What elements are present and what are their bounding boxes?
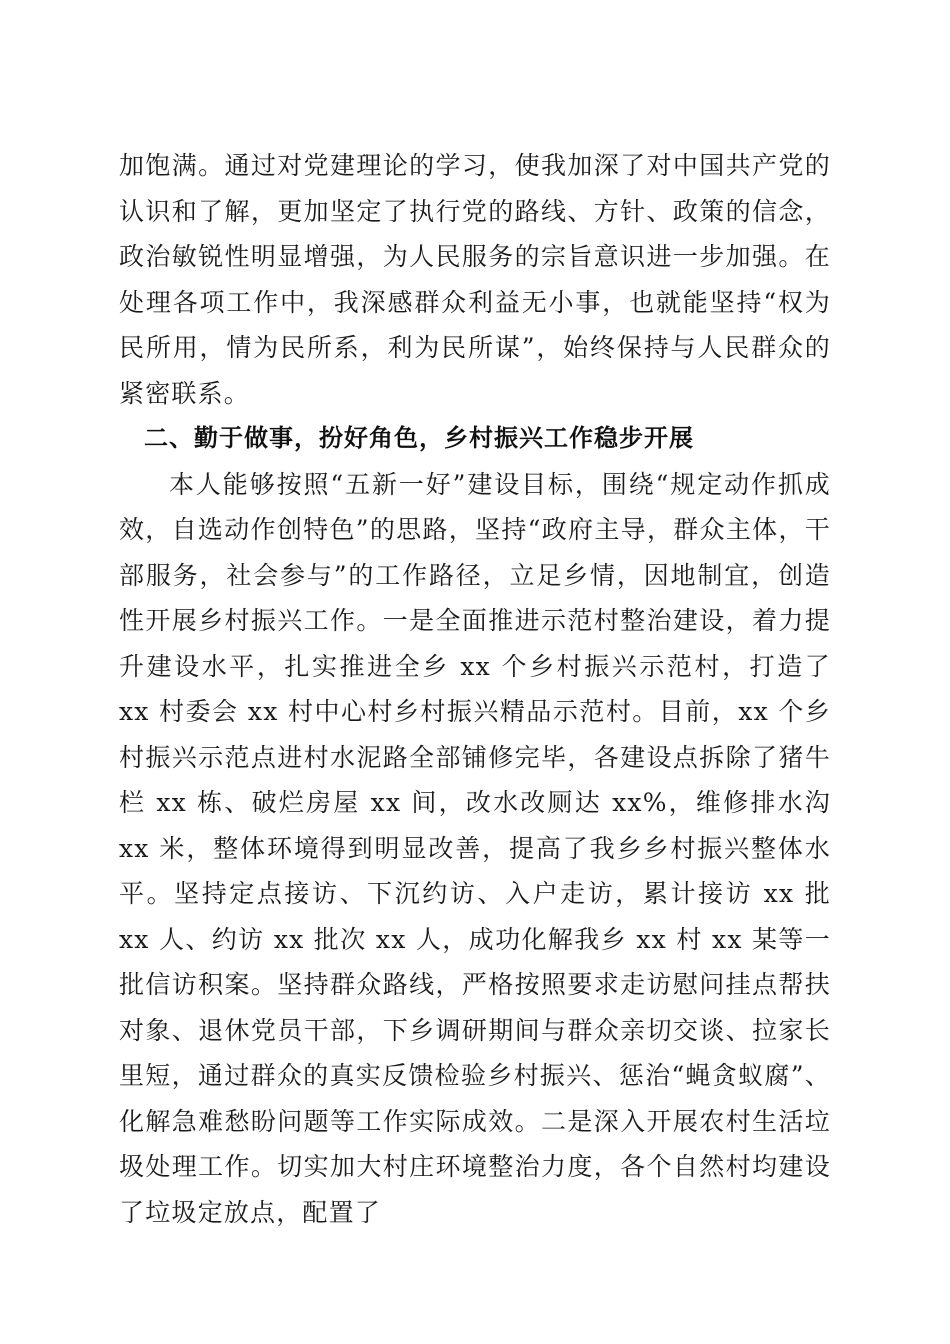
section-heading: 二、勤于做事，扮好角色，乡村振兴工作稳步开展 <box>144 424 694 452</box>
document-body <box>119 143 831 1235</box>
body-paragraph-continuation: 加饱满。通过对党建理论的学习，使我加深了对中国共产党的认识和了解，更加坚定了执行党的路线、方针、政策的信念，政治敏锐性明显增强，为人民服务的宗旨意识进一步加强。在处理各项工作中，我深感群众利益无小事，也就能坚持“权为民所用，情为民所系，利为民所谋”，始终保持与人民群众的紧密联系。 <box>119 151 831 408</box>
body-paragraph: 本人能够按照“五新一好”建设目标，围绕“规定动作抓成效，自选动作创特色”的思路，坚持“政府主导，群众主体，干部服务，社会参与”的工作路径，立足乡情，因地制宜，创造性开展乡村振兴工作。一是全面推进示范村整治建设，着力提升建设水平，扎实推进全乡 xx 个乡村振兴示范村，打造了 xx 村委会 xx 村中心村乡村振兴精品示范村。目前，xx 个乡村振兴示范点进村水泥路全部铺修完毕，各建设点拆除了猪牛栏 xx 栋、破烂房屋 xx 间，改水改厕达 xx%，维修排水沟 xx 米，整体环境得到明显改善，提高了我乡乡村振兴整体水平。坚持定点接访、下沉约访、入户走访，累计接访 xx 批 xx 人、约访 xx 批次 xx 人，成功化解我乡 xx 村 xx 某等一批信访积案。坚持群众路线，严格按照要求走访慰问挂点帮扶对象、退休党员干部，下乡调研期间与群众亲切交谈、拉家长里短，通过群众的真实反馈检验乡村振兴、惩治“蝇贪蚁腐”、化解急难愁盼问题等工作实际成效。二是深入开展农村生活垃圾处理工作。切实加大村庄环境整治力度，各个自然村均建设了垃圾定放点，配置了 <box>119 469 831 1227</box>
